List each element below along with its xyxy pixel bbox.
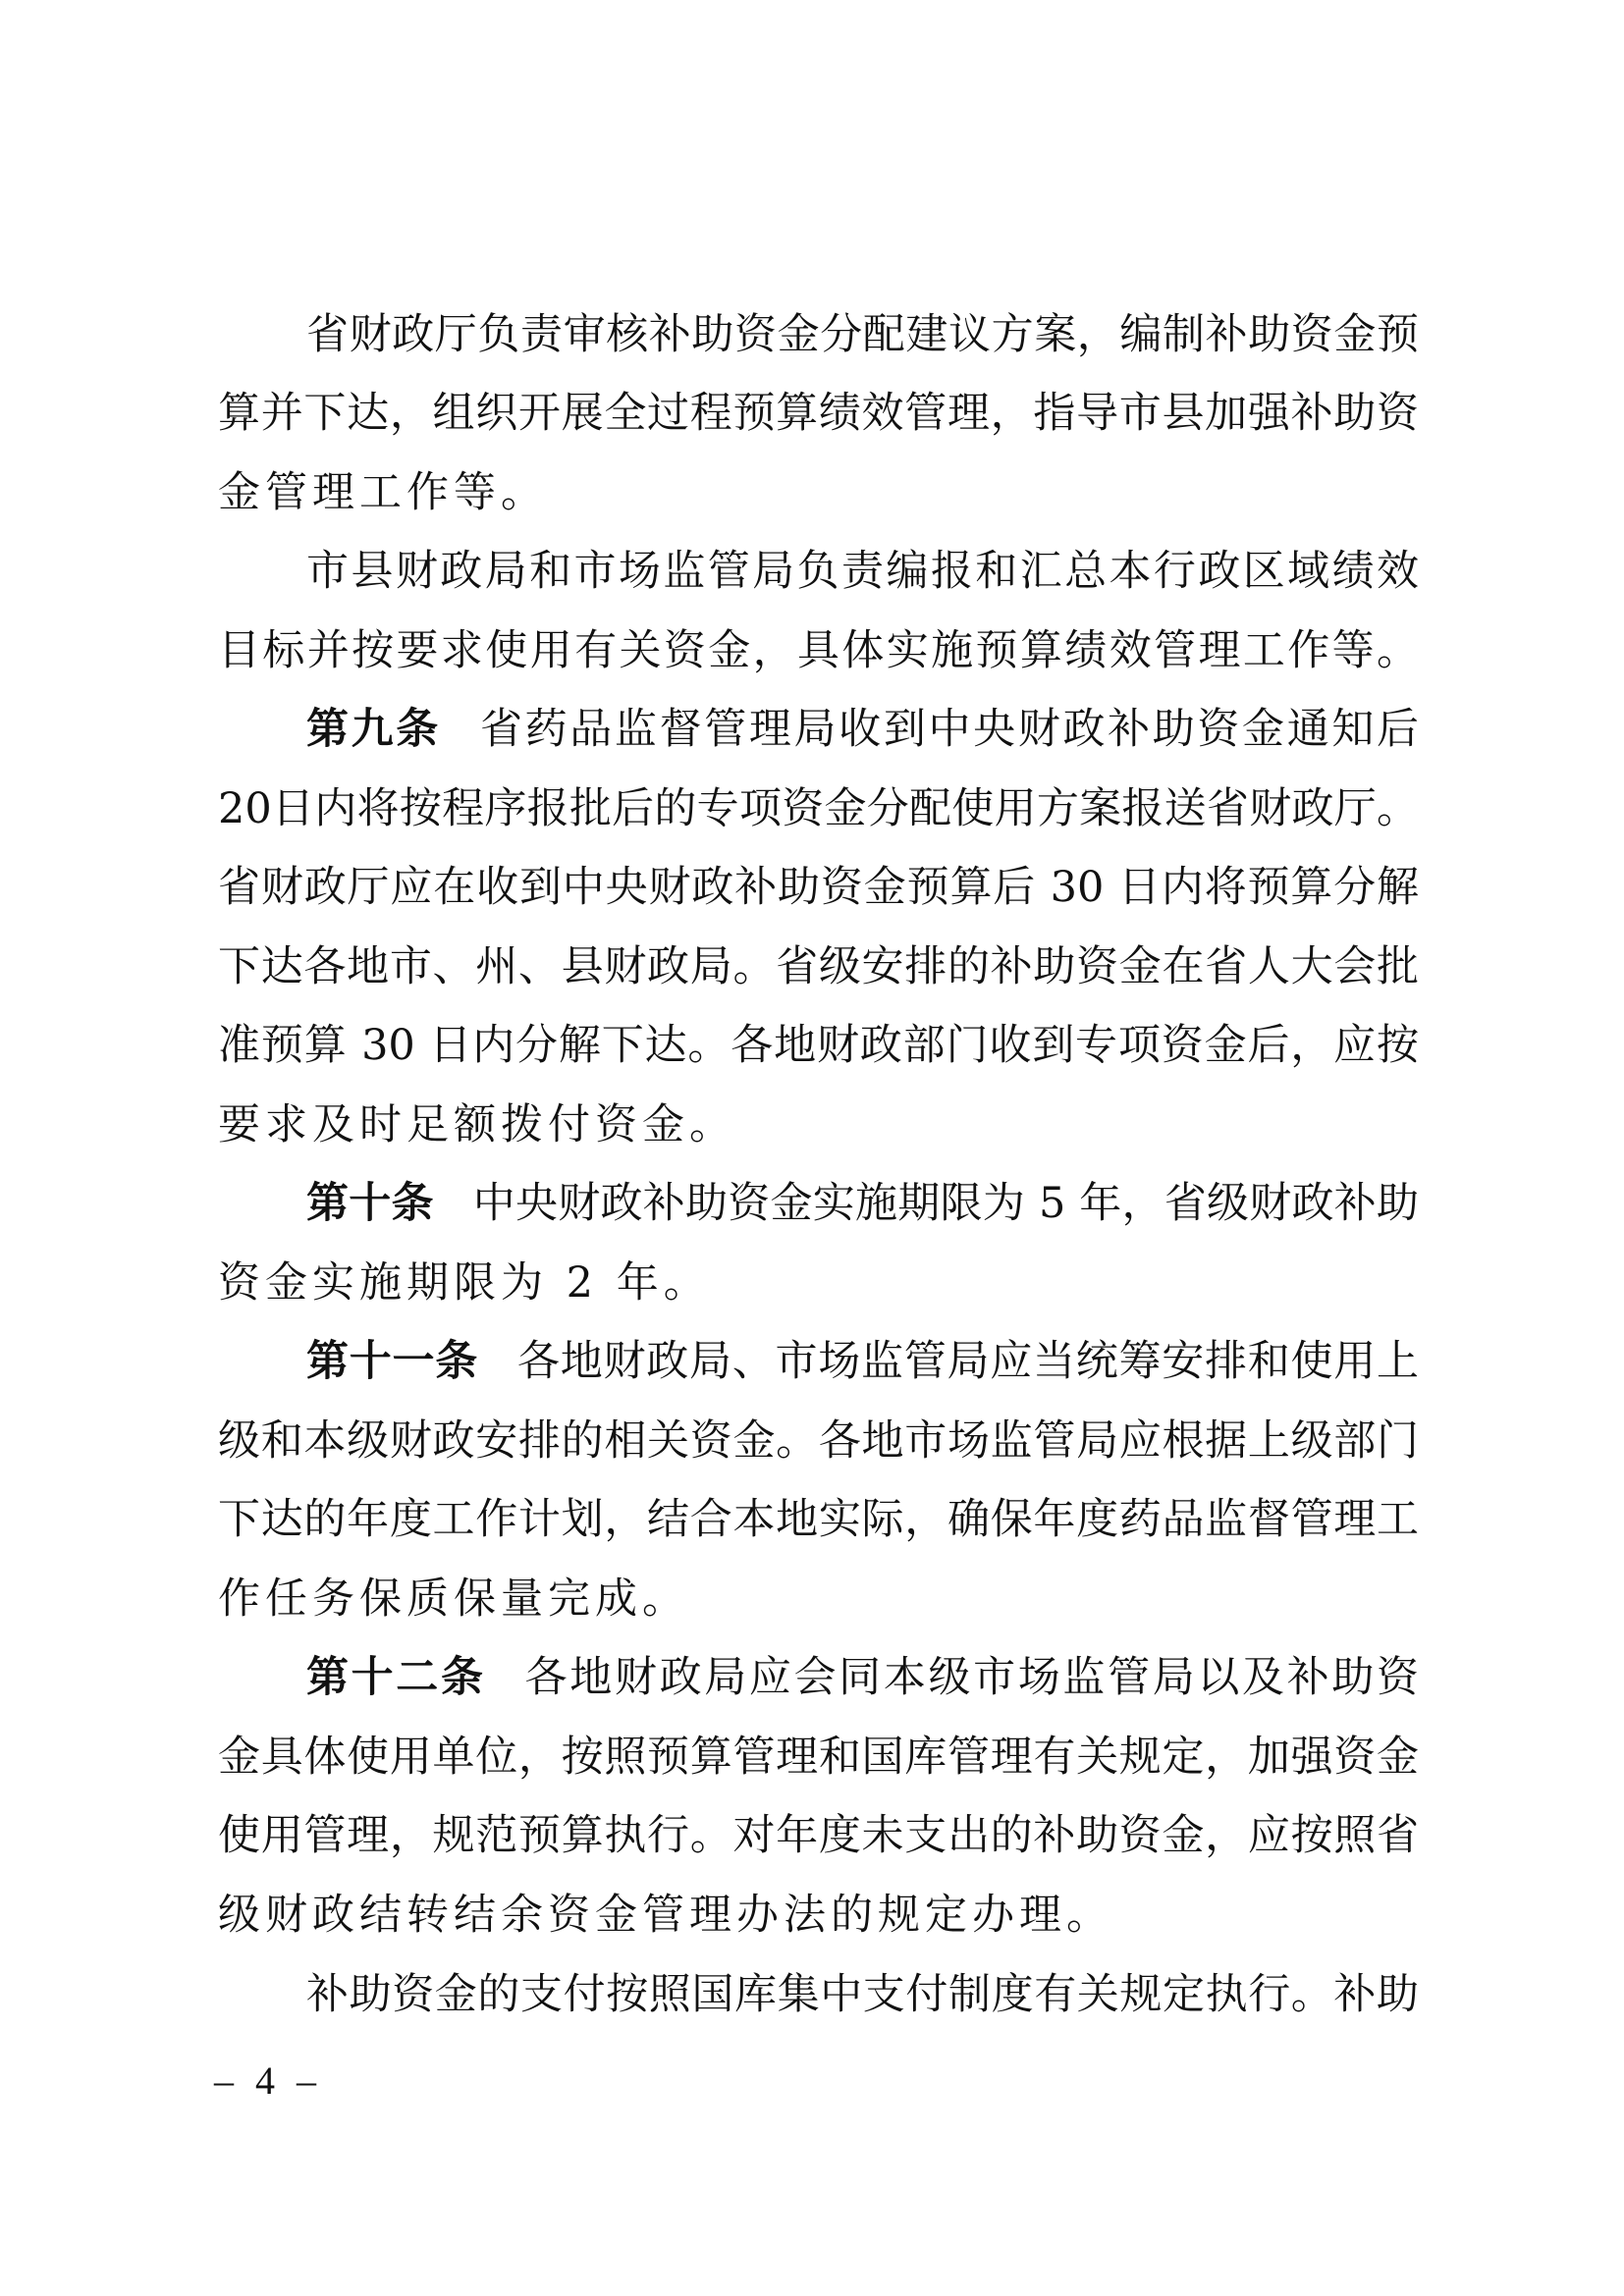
- article-11-line-3: 下达的年度工作计划，结合本地实际，确保年度药品监督管理工: [218, 1495, 1419, 1544]
- article-10-line-1: [218, 1164, 1419, 1243]
- article-12-line-4: 级财政结转结余资金管理办法的规定办理。: [218, 1891, 1113, 1940]
- article-11-line-1: [218, 1322, 1419, 1401]
- article-9-line-4: 下达各地市、州、县财政局。省级安排的补助资金在省人大会批: [218, 942, 1419, 991]
- article-9-line-5: 准预算 30 日内分解下达。各地财政部门收到专项资金后，应按: [218, 1021, 1419, 1070]
- article-9-line-1: [218, 690, 1419, 769]
- article-12-line-1: [218, 1638, 1419, 1717]
- article-12-line-2: 金具体使用单位，按照预算管理和国库管理有关规定，加强资金: [218, 1733, 1419, 1782]
- article-10-line-2: 资金实施期限为 2 年。: [218, 1258, 711, 1308]
- article-10-heading: 第十条: [306, 1179, 434, 1228]
- article-11-heading: 第十一条: [306, 1337, 478, 1386]
- article-9-line-3: 省财政厅应在收到中央财政补助资金预算后 30 日内将预算分解: [218, 863, 1419, 912]
- article-11-text: 各地财政局、市场监管局应当统筹安排和使用上: [517, 1337, 1419, 1386]
- article-9-text: 省药品监督管理局收到中央财政补助资金通知后: [479, 705, 1420, 754]
- page-number: – 4 –: [214, 2058, 322, 2103]
- article-9-line-2: 20日内将按程序报批后的专项资金分配使用方案报送省财政厅。: [218, 784, 1419, 833]
- paragraph-1-line-3: 金管理工作等。: [218, 468, 548, 517]
- paragraph-1-line-2: 算并下达，组织开展全过程预算绩效管理，指导市县加强补助资: [218, 389, 1419, 438]
- article-12-text: 各地财政局应会同本级市场监管局以及补助资: [524, 1653, 1420, 1702]
- article-10-text: 中央财政补助资金实施期限为 5 年，省级财政补助: [472, 1179, 1420, 1228]
- paragraph-1-line-1: 省财政厅负责审核补助资金分配建议方案，编制补助资金预: [306, 310, 1419, 359]
- paragraph-payment-line-1: 补助资金的支付按照国库集中支付制度有关规定执行。补助: [306, 1970, 1419, 2019]
- paragraph-2-line-2: 目标并按要求使用有关资金，具体实施预算绩效管理工作等。: [218, 626, 1419, 675]
- article-12-heading: 第十二条: [306, 1653, 486, 1702]
- article-9-heading: 第九条: [306, 705, 441, 754]
- article-12-line-3: 使用管理，规范预算执行。对年度未支出的补助资金，应按照省: [218, 1811, 1419, 1860]
- paragraph-2-line-1: 市县财政局和市场监管局负责编报和汇总本行政区域绩效: [306, 547, 1419, 596]
- article-11-line-4: 作任务保质保量完成。: [218, 1575, 689, 1624]
- article-11-line-2: 级和本级财政安排的相关资金。各地市场监管局应根据上级部门: [218, 1416, 1419, 1466]
- article-9-line-6: 要求及时足额拨付资金。: [218, 1100, 736, 1149]
